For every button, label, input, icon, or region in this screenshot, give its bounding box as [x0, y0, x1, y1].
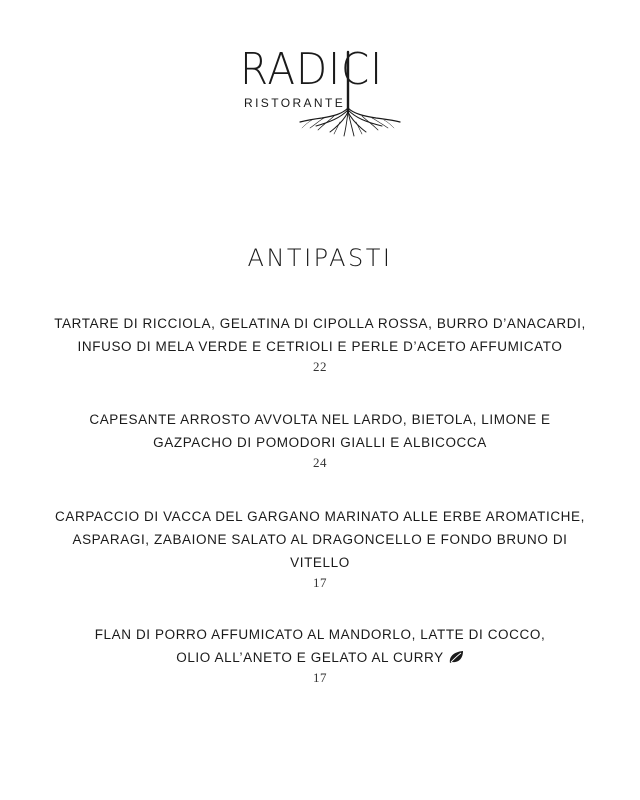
- menu-item: [40, 408, 600, 472]
- dish-description-line: ASPARAGI, ZABAIONE SALATO AL DRAGONCELLO E FONDO BRUNO DI: [72, 532, 568, 547]
- dish-description-text: OLIO ALL’ANETO E GELATO AL CURRY: [176, 650, 444, 665]
- dish-price: 24: [313, 455, 327, 470]
- roots-emblem-icon: [294, 42, 404, 138]
- dish-description-line: INFUSO DI MELA VERDE E CETRIOLI E PERLE D’ACETO AFFUMICATO: [77, 339, 563, 354]
- logo-subtitle: RISTORANTE: [244, 96, 346, 110]
- dish-description-line: FLAN DI PORRO AFFUMICATO AL MANDORLO, LATTE DI COCCO,: [94, 627, 546, 642]
- menu-item: [40, 505, 600, 592]
- logo-wordmark: RADICI: [240, 44, 384, 95]
- dish-price: 17: [313, 575, 327, 590]
- dish-description: [40, 312, 600, 358]
- dish-description-line: GAZPACHO DI POMODORI GIALLI E ALBICOCCA: [153, 435, 487, 450]
- dish-description-line: CARPACCIO DI VACCA DEL GARGANO MARINATO ALLE ERBE AROMATICHE,: [55, 509, 585, 524]
- section-title: ANTIPASTI: [247, 244, 393, 272]
- dish-price: 22: [313, 359, 327, 374]
- dish-description: [40, 505, 600, 574]
- dish-description-line: CAPESANTE ARROSTO AVVOLTA NEL LARDO, BIETOLA, LIMONE E: [89, 412, 551, 427]
- restaurant-logo: [236, 42, 406, 138]
- dish-description: [40, 408, 600, 454]
- dish-description: [40, 623, 600, 669]
- leaf-icon: [448, 650, 464, 664]
- dish-price: 17: [313, 670, 327, 685]
- dish-description-line: [40, 646, 600, 669]
- dish-description-line: VITELLO: [290, 555, 350, 570]
- menu-item: [40, 623, 600, 687]
- dish-description-line: TARTARE DI RICCIOLA, GELATINA DI CIPOLLA ROSSA, BURRO D’ANACARDI,: [54, 316, 586, 331]
- menu-item: [40, 312, 600, 376]
